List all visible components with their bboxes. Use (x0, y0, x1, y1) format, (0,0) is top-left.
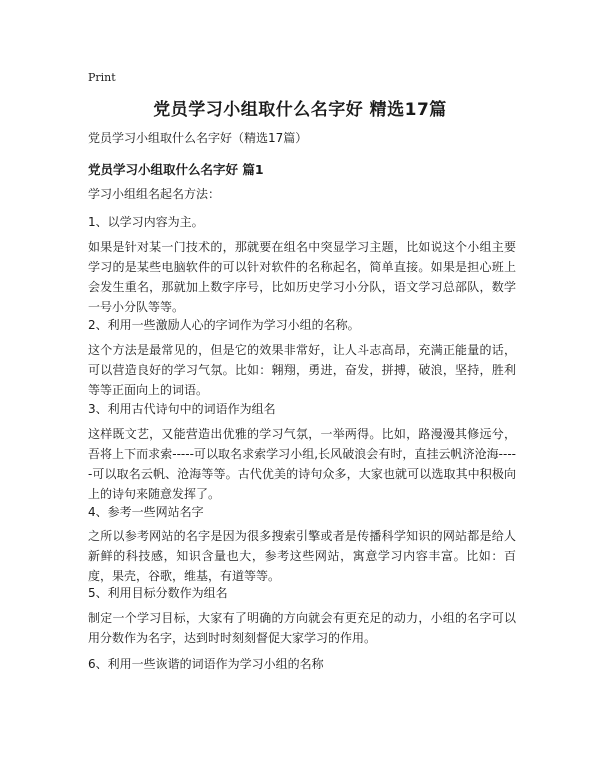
page-title: 党员学习小组取什么名字好 精选17篇 (153, 100, 447, 120)
item-paragraph: 制定一个学习目标，大家有了明确的方向就会有更充足的动力，小组的名字可以用分数作为名字，达到时时刻刻督促大家学习的作用。 (88, 611, 516, 645)
item-heading: 6、利用一些诙谐的词语作为学习小组的名称 (88, 657, 324, 671)
item-paragraph: 之所以参考网站的名字是因为很多搜索引擎或者是传播科学知识的网站都是给人新鲜的科技感，知识含量也大，参考这些网站，寓意学习内容丰富。比如：百度，果壳，谷歌，维基，有道等等。 (88, 529, 516, 583)
item-paragraph: 如果是针对某一门技术的，那就要在组名中突显学习主题，比如说这个小组主要学习的是某些电脑软件的可以针对软件的名称起名，简单直接。如果是担心班上会发生重名，那就加上数字序号，比如历史学习小分队，语文学习总部队，数学一号小分队等等。 (88, 240, 516, 314)
item-heading: 4、参考一些网站名字 (88, 505, 204, 519)
item-paragraph: 这个方法是最常见的，但是它的效果非常好，让人斗志高昂，充满正能量的话，可以营造良好的学习气氛。比如：翱翔，勇进，奋发，拼搏，破浪，坚持，胜利等等正面向上的词语。 (88, 343, 516, 397)
intro-line: 学习小组组名起名方法： (88, 187, 221, 201)
item-heading: 1、以学习内容为主。 (88, 215, 204, 229)
item-heading: 3、利用古代诗句中的词语作为组名 (88, 402, 276, 416)
section-heading: 党员学习小组取什么名字好 篇1 (88, 162, 264, 177)
item-paragraph: 这样既文艺，又能营造出优雅的学习气氛，一举两得。比如，路漫漫其修远兮，吾将上下而求索-----可以取名求索学习小组,长风破浪会有时，直挂云帆济沧海-----可以取名云帆、沧海等等。古代优美的诗句众多，大家也就可以选取其中积极向上的诗句来随意发挥了。 (88, 427, 516, 501)
item-heading: 2、利用一些激励人心的字词作为学习小组的名称。 (88, 318, 360, 332)
document-subtitle: 党员学习小组取什么名字好（精选17篇） (88, 131, 308, 145)
print-label: Print (88, 71, 116, 84)
item-heading: 5、利用目标分数作为组名 (88, 586, 228, 600)
